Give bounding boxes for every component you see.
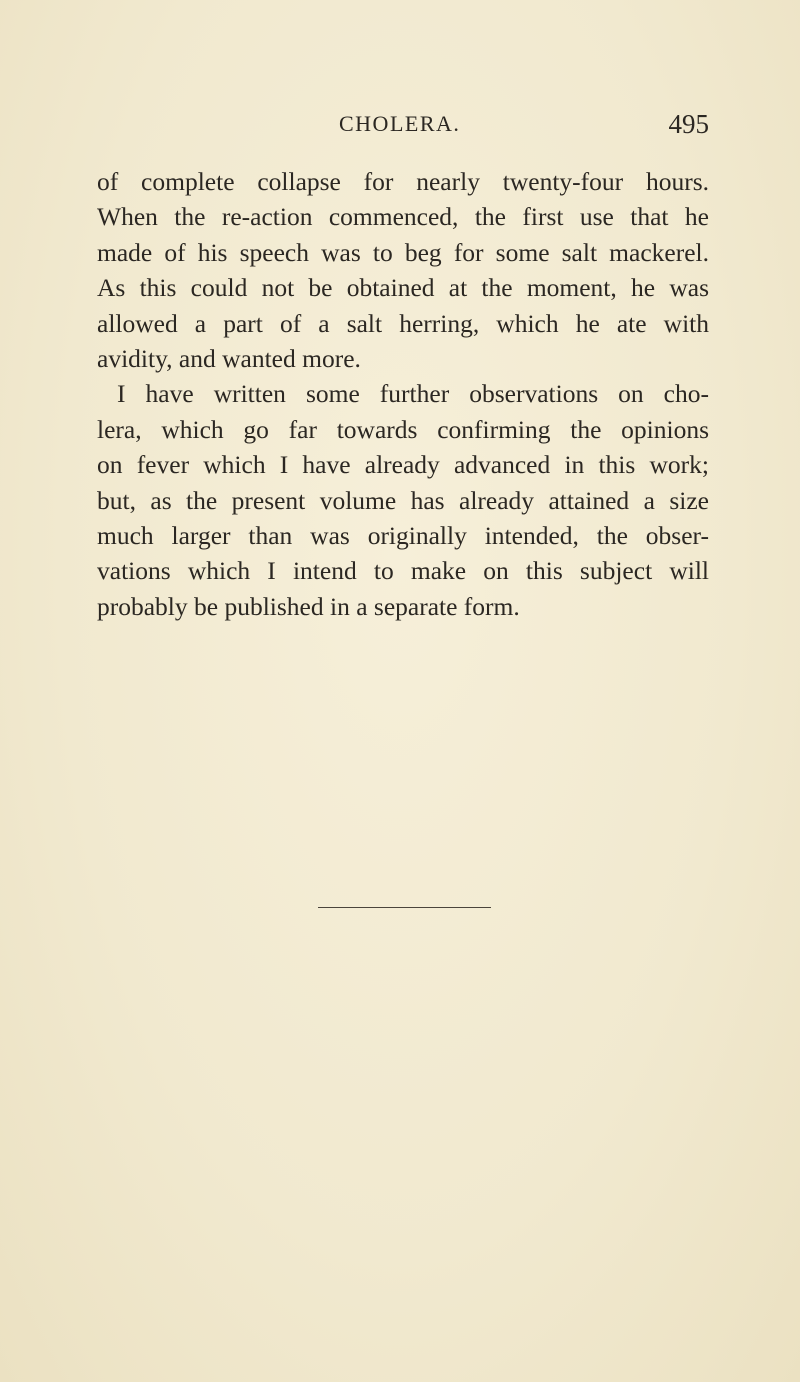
running-head (97, 104, 709, 144)
text-line: on fever which I have already advanced in this work; (97, 450, 709, 480)
text-line: When the re-action commenced, the first use that he (97, 202, 709, 232)
text-line: much larger than was originally intended, the obser- (97, 520, 709, 550)
text-line: As this could not be obtained at the moment, he was (97, 273, 709, 303)
end-rule (318, 907, 491, 908)
text-line: but, as the present volume has already attained a size (97, 485, 709, 515)
text-line: avidity, and wanted more. (97, 343, 361, 373)
text-line: I have written some further observations on cho- (117, 379, 709, 409)
text-line: of complete collapse for nearly twenty-four hours. (97, 167, 709, 196)
text-line: vations which I intend to make on this subject will (97, 556, 709, 586)
text-line: lera, which go far towards confirming the opinions (97, 414, 709, 444)
body-text (97, 164, 709, 624)
text-line: made of his speech was to beg for some salt mackerel. (97, 237, 709, 267)
text-line: allowed a part of a salt herring, which he ate with (97, 308, 709, 338)
page-number: 495 (668, 109, 709, 139)
running-title: CHOLERA. (339, 111, 461, 136)
text-line: probably be published in a separate form. (97, 591, 520, 621)
